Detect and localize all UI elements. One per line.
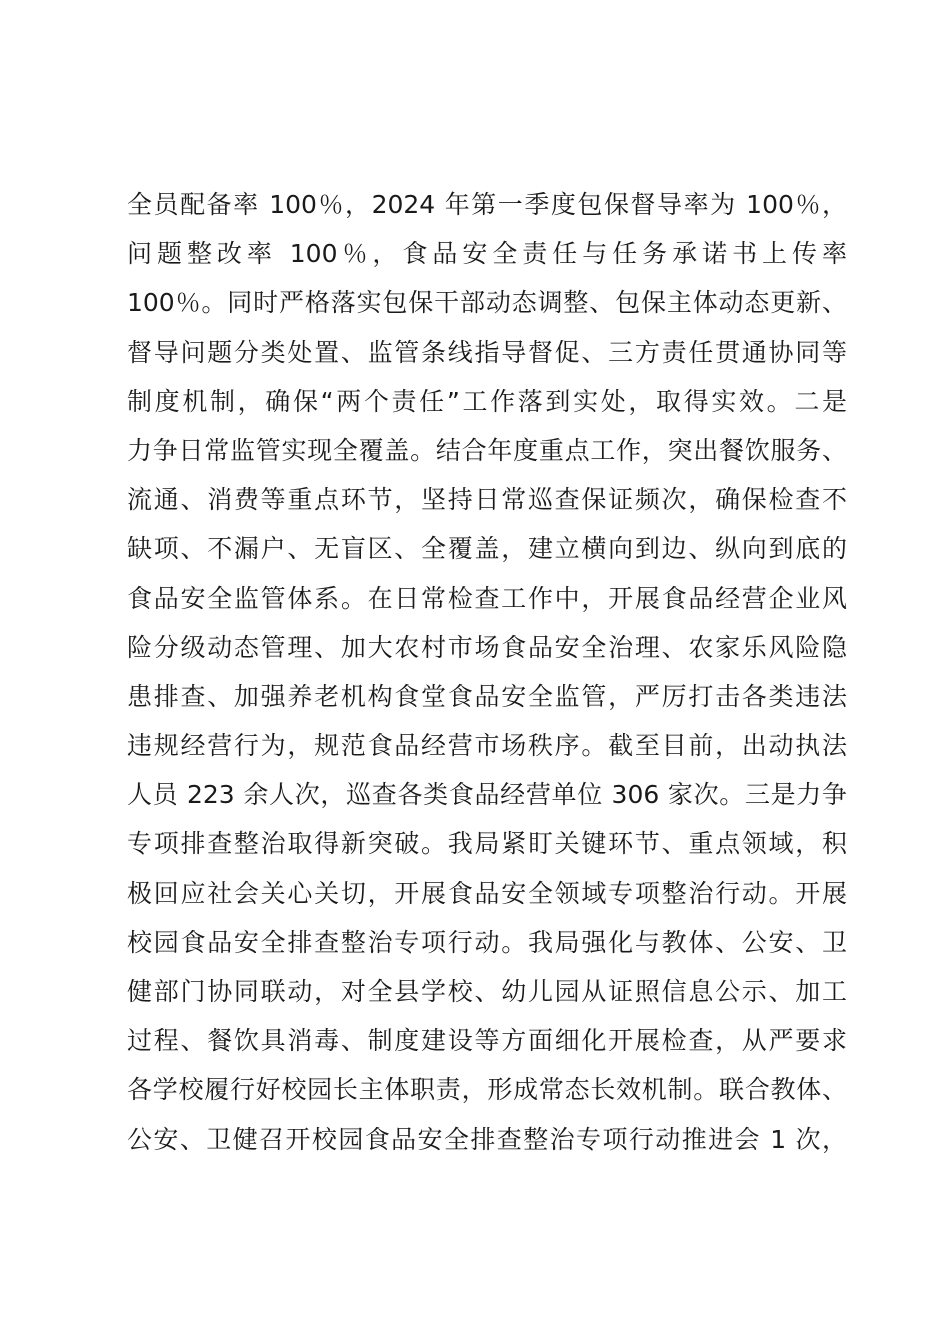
text-line: 食品安全监管体系。在日常检查工作中，开展食品经营企业风 (127, 583, 847, 613)
text-line: 校园食品安全排查整治专项行动。我局强化与教体、公安、卫 (127, 927, 847, 957)
text-line: 健部门协同联动，对全县学校、幼儿园从证照信息公示、加工 (127, 977, 847, 1006)
text-line: 缺项、不漏户、无盲区、全覆盖，建立横向到边、纵向到底的 (127, 534, 847, 564)
text-line: 制度机制，确保“两个责任”工作落到实处，取得实效。二是 (127, 386, 847, 416)
text-line: 公安、卫健召开校园食品安全排查整治专项行动推进会 1 次， (127, 1124, 847, 1154)
text-line: 患排查、加强养老机构食堂食品安全监管，严厉打击各类违法 (127, 681, 847, 711)
text-line: 力争日常监管实现全覆盖。结合年度重点工作，突出餐饮服务、 (127, 435, 847, 465)
text-line: 流通、消费等重点环节，坚持日常巡查保证频次，确保检查不 (127, 485, 847, 515)
text-line: 过程、餐饮具消毒、制度建设等方面细化开展检查，从严要求 (127, 1026, 847, 1056)
text-line: 问题整改率 100％，食品安全责任与任务承诺书上传率 (127, 239, 847, 269)
text-line: 违规经营行为，规范食品经营市场秩序。截至目前，出动执法 (127, 731, 847, 761)
text-line: 督导问题分类处置、监管条线指导督促、三方责任贯通协同等 (127, 337, 847, 367)
text-line: 100％。同时严格落实包保干部动态调整、包保主体动态更新、 (127, 288, 847, 318)
text-line: 险分级动态管理、加大农村市场食品安全治理、农家乐风险隐 (127, 632, 847, 662)
text-line: 各学校履行好校园长主体职责，形成常态长效机制。联合教体、 (127, 1075, 847, 1105)
text-line: 全员配备率 100％，2024 年第一季度包保督导率为 100％， (127, 190, 847, 219)
text-line: 人员 223 余人次，巡查各类食品经营单位 306 家次。三是力争 (127, 780, 847, 810)
text-line: 专项排查整治取得新突破。我局紧盯关键环节、重点领域，积 (127, 829, 847, 859)
body-paragraph (127, 180, 847, 1164)
text-line: 极回应社会关心关切，开展食品安全领域专项整治行动。开展 (127, 878, 847, 908)
